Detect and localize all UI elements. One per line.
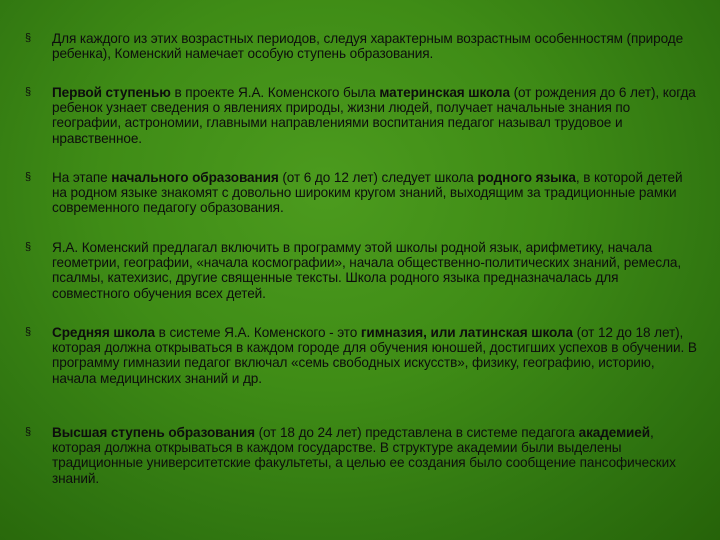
- text-segment: в проекте Я.А. Коменского была: [170, 85, 380, 100]
- bold-term: Высшая ступень образования: [52, 425, 255, 440]
- bullet-icon: §: [25, 171, 32, 183]
- bullet-item-secondary-school: [25, 325, 697, 386]
- bullet-icon: §: [25, 241, 32, 253]
- text-segment: , которая должна открываться в каждом государстве. В структуре академии были выделены традиционные университетские факультеты, а целью ее создания было сообщение пансофических знаний.: [52, 425, 676, 486]
- text-segment: (от 12 до 18 лет), которая должна открываться в каждом городе для обучения юношей, достигших успехов в обучении. В программу гимназии педагог включал «семь свободных искусств», физику, географию, историю, начала медицинских знаний и др.: [52, 325, 697, 386]
- text-segment: (от 18 до 24 лет) представлена в системе педагога: [254, 425, 579, 440]
- bold-term: академией: [578, 425, 651, 440]
- text-segment: Для каждого из этих возрастных периодов, следуя характерным возрастным особенностям (природе ребенка), Коменский намечает особую ступень образования.: [52, 31, 684, 62]
- bold-term: начального образования: [111, 170, 279, 185]
- bullet-icon: §: [25, 32, 32, 44]
- text-segment: (от 6 до 12 лет) следует школа: [278, 170, 478, 185]
- bullet-item-age-periods: [25, 31, 697, 62]
- bullet-icon: §: [25, 426, 32, 438]
- bullet-item-higher-education: [25, 425, 697, 486]
- bold-term: родного языка: [477, 170, 576, 185]
- bullet-item-mother-school: [25, 85, 697, 146]
- text-segment: На этапе: [52, 170, 112, 185]
- bullet-item-native-school-program: [25, 240, 697, 301]
- bullet-item-primary-education: [25, 170, 697, 216]
- text-segment: (от рождения до 6 лет), когда ребенок узнает сведения о явлениях природы, жизни людей, получает начальные знания по географии, астрономии, главными направлениями воспитания педагог называл трудовое и нравственное.: [52, 85, 696, 146]
- bullet-icon: §: [25, 86, 32, 98]
- text-segment: Я.А. Коменский предлагал включить в программу этой школы родной язык, арифметику, начала геометрии, географии, «начала космографии», начала общественно-политических знаний, ремесла, псалмы, катехизис, другие священные тексты. Школа родного языка предназначалась для совместного обучения всех детей.: [52, 240, 682, 301]
- bold-term: материнская школа: [379, 85, 510, 100]
- bold-term: Первой ступенью: [52, 85, 171, 100]
- bold-term: гимназия, или латинская школа: [360, 325, 573, 340]
- text-segment: , в которой детей на родном языке знакомят с довольно широким кругом знаний, выходящим за традиционные рамки современного педагогу образования.: [52, 170, 683, 216]
- text-segment: в системе Я.А. Коменского - это: [154, 325, 361, 340]
- bullet-icon: §: [25, 326, 32, 338]
- bold-term: Средняя школа: [52, 325, 155, 340]
